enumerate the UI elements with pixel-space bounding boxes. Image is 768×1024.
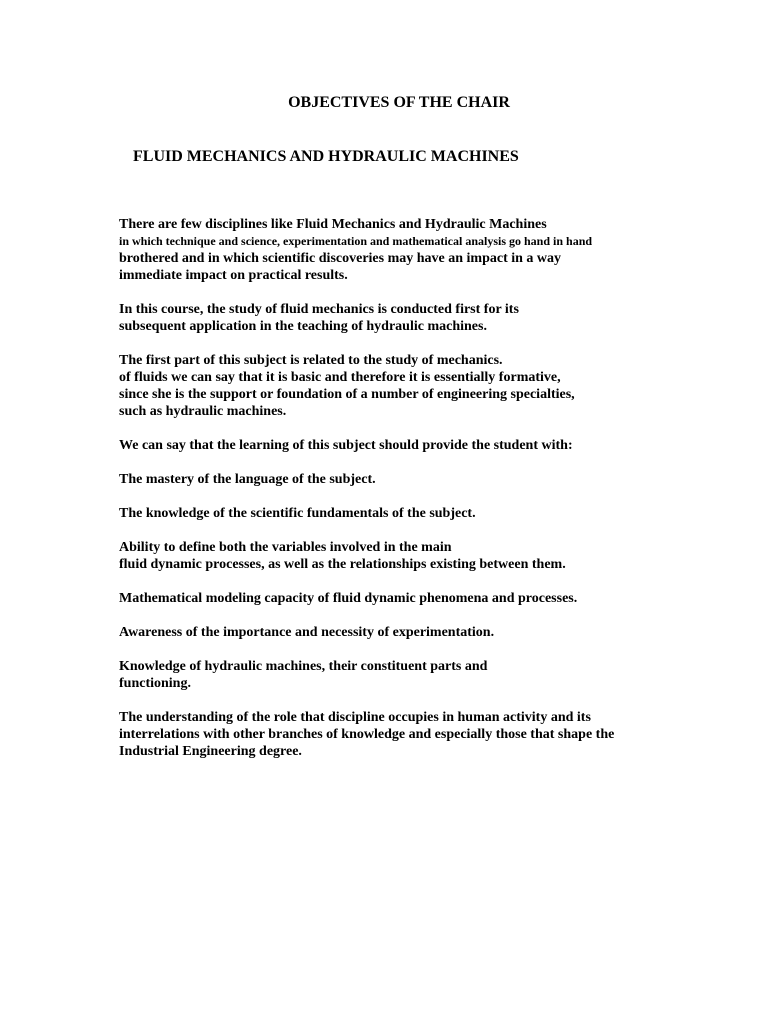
objective-modeling xyxy=(119,590,759,607)
objective-language xyxy=(119,471,759,488)
text-line: Mathematical modeling capacity of fluid dynamic phenomena and processes. xyxy=(119,591,578,606)
paragraph-intro xyxy=(119,216,759,284)
objective-variables xyxy=(119,539,759,573)
text-line: Awareness of the importance and necessity of experimentation. xyxy=(119,625,495,640)
body-text xyxy=(119,216,759,777)
objective-experimentation xyxy=(119,624,759,641)
text-line: There are few disciplines like Fluid Mechanics and Hydraulic Machines xyxy=(119,217,547,232)
paragraph-course xyxy=(119,301,759,335)
objective-role xyxy=(119,709,759,760)
text-line: in which technique and science, experimentation and mathematical analysis go hand in hand xyxy=(119,234,593,248)
text-line: The first part of this subject is related to the study of mechanics. xyxy=(119,353,503,368)
paragraph-first-part xyxy=(119,352,759,420)
text-line: immediate impact on practical results. xyxy=(119,268,348,283)
text-line: The understanding of the role that discipline occupies in human activity and its xyxy=(119,710,591,725)
text-line: In this course, the study of fluid mechanics is conducted first for its xyxy=(119,302,519,317)
text-line: Ability to define both the variables involved in the main xyxy=(119,540,452,555)
paragraph-learning xyxy=(119,437,759,454)
text-line: functioning. xyxy=(119,676,191,691)
subject-title: FLUID MECHANICS AND HYDRAULIC MACHINES xyxy=(133,148,519,165)
text-line: The mastery of the language of the subject. xyxy=(119,472,376,487)
objective-fundamentals xyxy=(119,505,759,522)
text-line: We can say that the learning of this subject should provide the student with: xyxy=(119,438,573,453)
text-line: such as hydraulic machines. xyxy=(119,404,287,419)
text-line: subsequent application in the teaching of hydraulic machines. xyxy=(119,319,487,334)
text-line: brothered and in which scientific discoveries may have an impact in a way xyxy=(119,251,562,266)
text-line: Knowledge of hydraulic machines, their constituent parts and xyxy=(119,659,488,674)
objective-machines xyxy=(119,658,759,692)
text-line: fluid dynamic processes, as well as the relationships existing between them. xyxy=(119,557,566,572)
text-line: The knowledge of the scientific fundamentals of the subject. xyxy=(119,506,476,521)
text-line: since she is the support or foundation of a number of engineering specialties, xyxy=(119,387,575,402)
text-line: Industrial Engineering degree. xyxy=(119,744,302,759)
text-line: interrelations with other branches of knowledge and especially those that shape the xyxy=(119,727,615,742)
text-line: of fluids we can say that it is basic and therefore it is essentially formative, xyxy=(119,370,561,385)
page-title: OBJECTIVES OF THE CHAIR xyxy=(288,94,510,111)
